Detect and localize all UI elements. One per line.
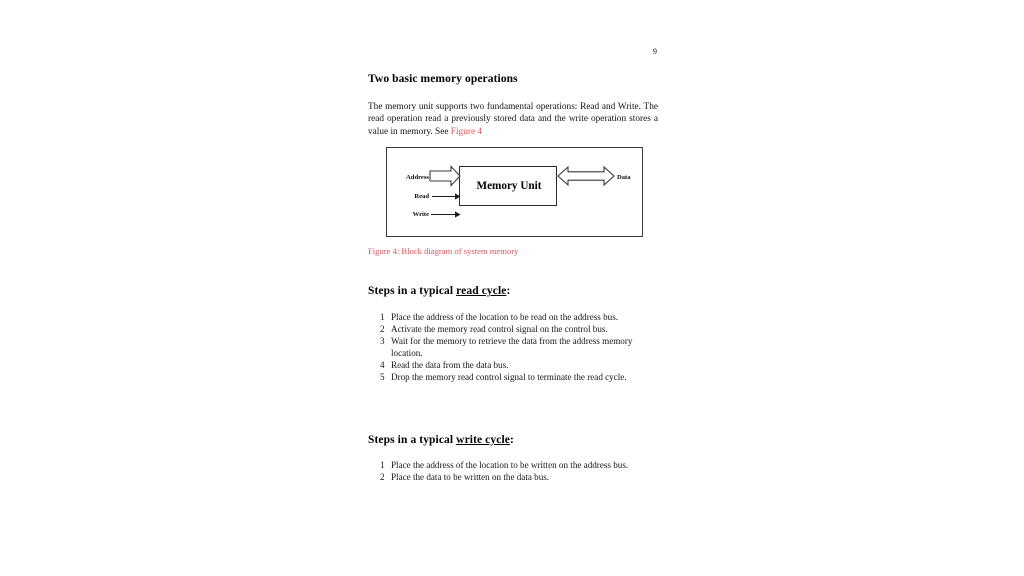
- list-item: [380, 359, 660, 371]
- list-item-number: 1: [380, 312, 385, 322]
- list-item-number: 2: [380, 324, 385, 335]
- list-item-text: Place the address of the location to be written on the address bus.: [391, 460, 629, 470]
- list-item-text: Activate the memory read control signal on the control bus.: [391, 324, 608, 335]
- read-cycle-step-list: [380, 311, 660, 384]
- list-item-number: 4: [380, 360, 385, 371]
- figure-block-diagram: [386, 147, 643, 237]
- intro-paragraph: [368, 101, 658, 138]
- block-arrow-bidirectional-icon: [558, 167, 614, 185]
- memory-unit-label: Memory Unit: [476, 180, 542, 192]
- list-item-text: Wait for the memory to retrieve the data from the address memory location.: [391, 336, 633, 359]
- memory-unit-box: [459, 166, 557, 206]
- line-arrow-right-icon-read: [432, 193, 461, 199]
- read-cycle-heading: [368, 284, 510, 298]
- page-number: 9: [652, 46, 657, 56]
- figure-caption: Figure 4: Block diagram of system memory: [368, 246, 519, 256]
- list-item: [380, 323, 660, 335]
- write-cycle-heading: [368, 433, 514, 447]
- list-item: [380, 459, 660, 471]
- write-cycle-heading-prefix: Steps in a typical: [368, 434, 457, 446]
- list-item: [380, 471, 660, 483]
- list-item: [380, 371, 660, 383]
- list-item-text: Drop the memory read control signal to terminate the read cycle.: [391, 372, 627, 383]
- read-cycle-heading-suffix: :: [506, 285, 511, 297]
- list-item-text: Place the address of the location to be read on the address bus.: [391, 312, 619, 322]
- list-item-number: 2: [380, 472, 385, 483]
- diagram-label-read: Read: [414, 193, 429, 200]
- list-item: [380, 335, 660, 359]
- list-item: [380, 311, 660, 323]
- read-cycle-heading-emphasis: read cycle: [456, 285, 507, 297]
- list-item-number: 3: [380, 336, 385, 347]
- list-item-number: 1: [380, 460, 385, 470]
- diagram-label-write: Write: [412, 211, 429, 218]
- paragraph-text: The memory unit supports two fundamental operations: Read and Write. The read operation read a previously stored data and the write operation stores a value in memory. See: [368, 102, 658, 137]
- list-item-text: Read the data from the data bus.: [391, 360, 509, 371]
- line-arrow-right-icon-write: [431, 211, 461, 217]
- page-title: Two basic memory operations: [368, 73, 518, 85]
- diagram-label-data: Data: [617, 174, 631, 181]
- diagram-label-address: Address: [406, 174, 429, 181]
- write-cycle-heading-suffix: :: [509, 434, 514, 446]
- write-cycle-heading-emphasis: write cycle: [456, 434, 510, 446]
- write-cycle-step-list: [380, 459, 660, 483]
- list-item-number: 5: [380, 372, 385, 383]
- figure-reference-link[interactable]: Figure 4: [450, 126, 483, 137]
- block-arrow-right-icon: [430, 167, 460, 186]
- read-cycle-heading-prefix: Steps in a typical: [368, 285, 457, 297]
- list-item-text: Place the data to be written on the data bus.: [391, 472, 550, 483]
